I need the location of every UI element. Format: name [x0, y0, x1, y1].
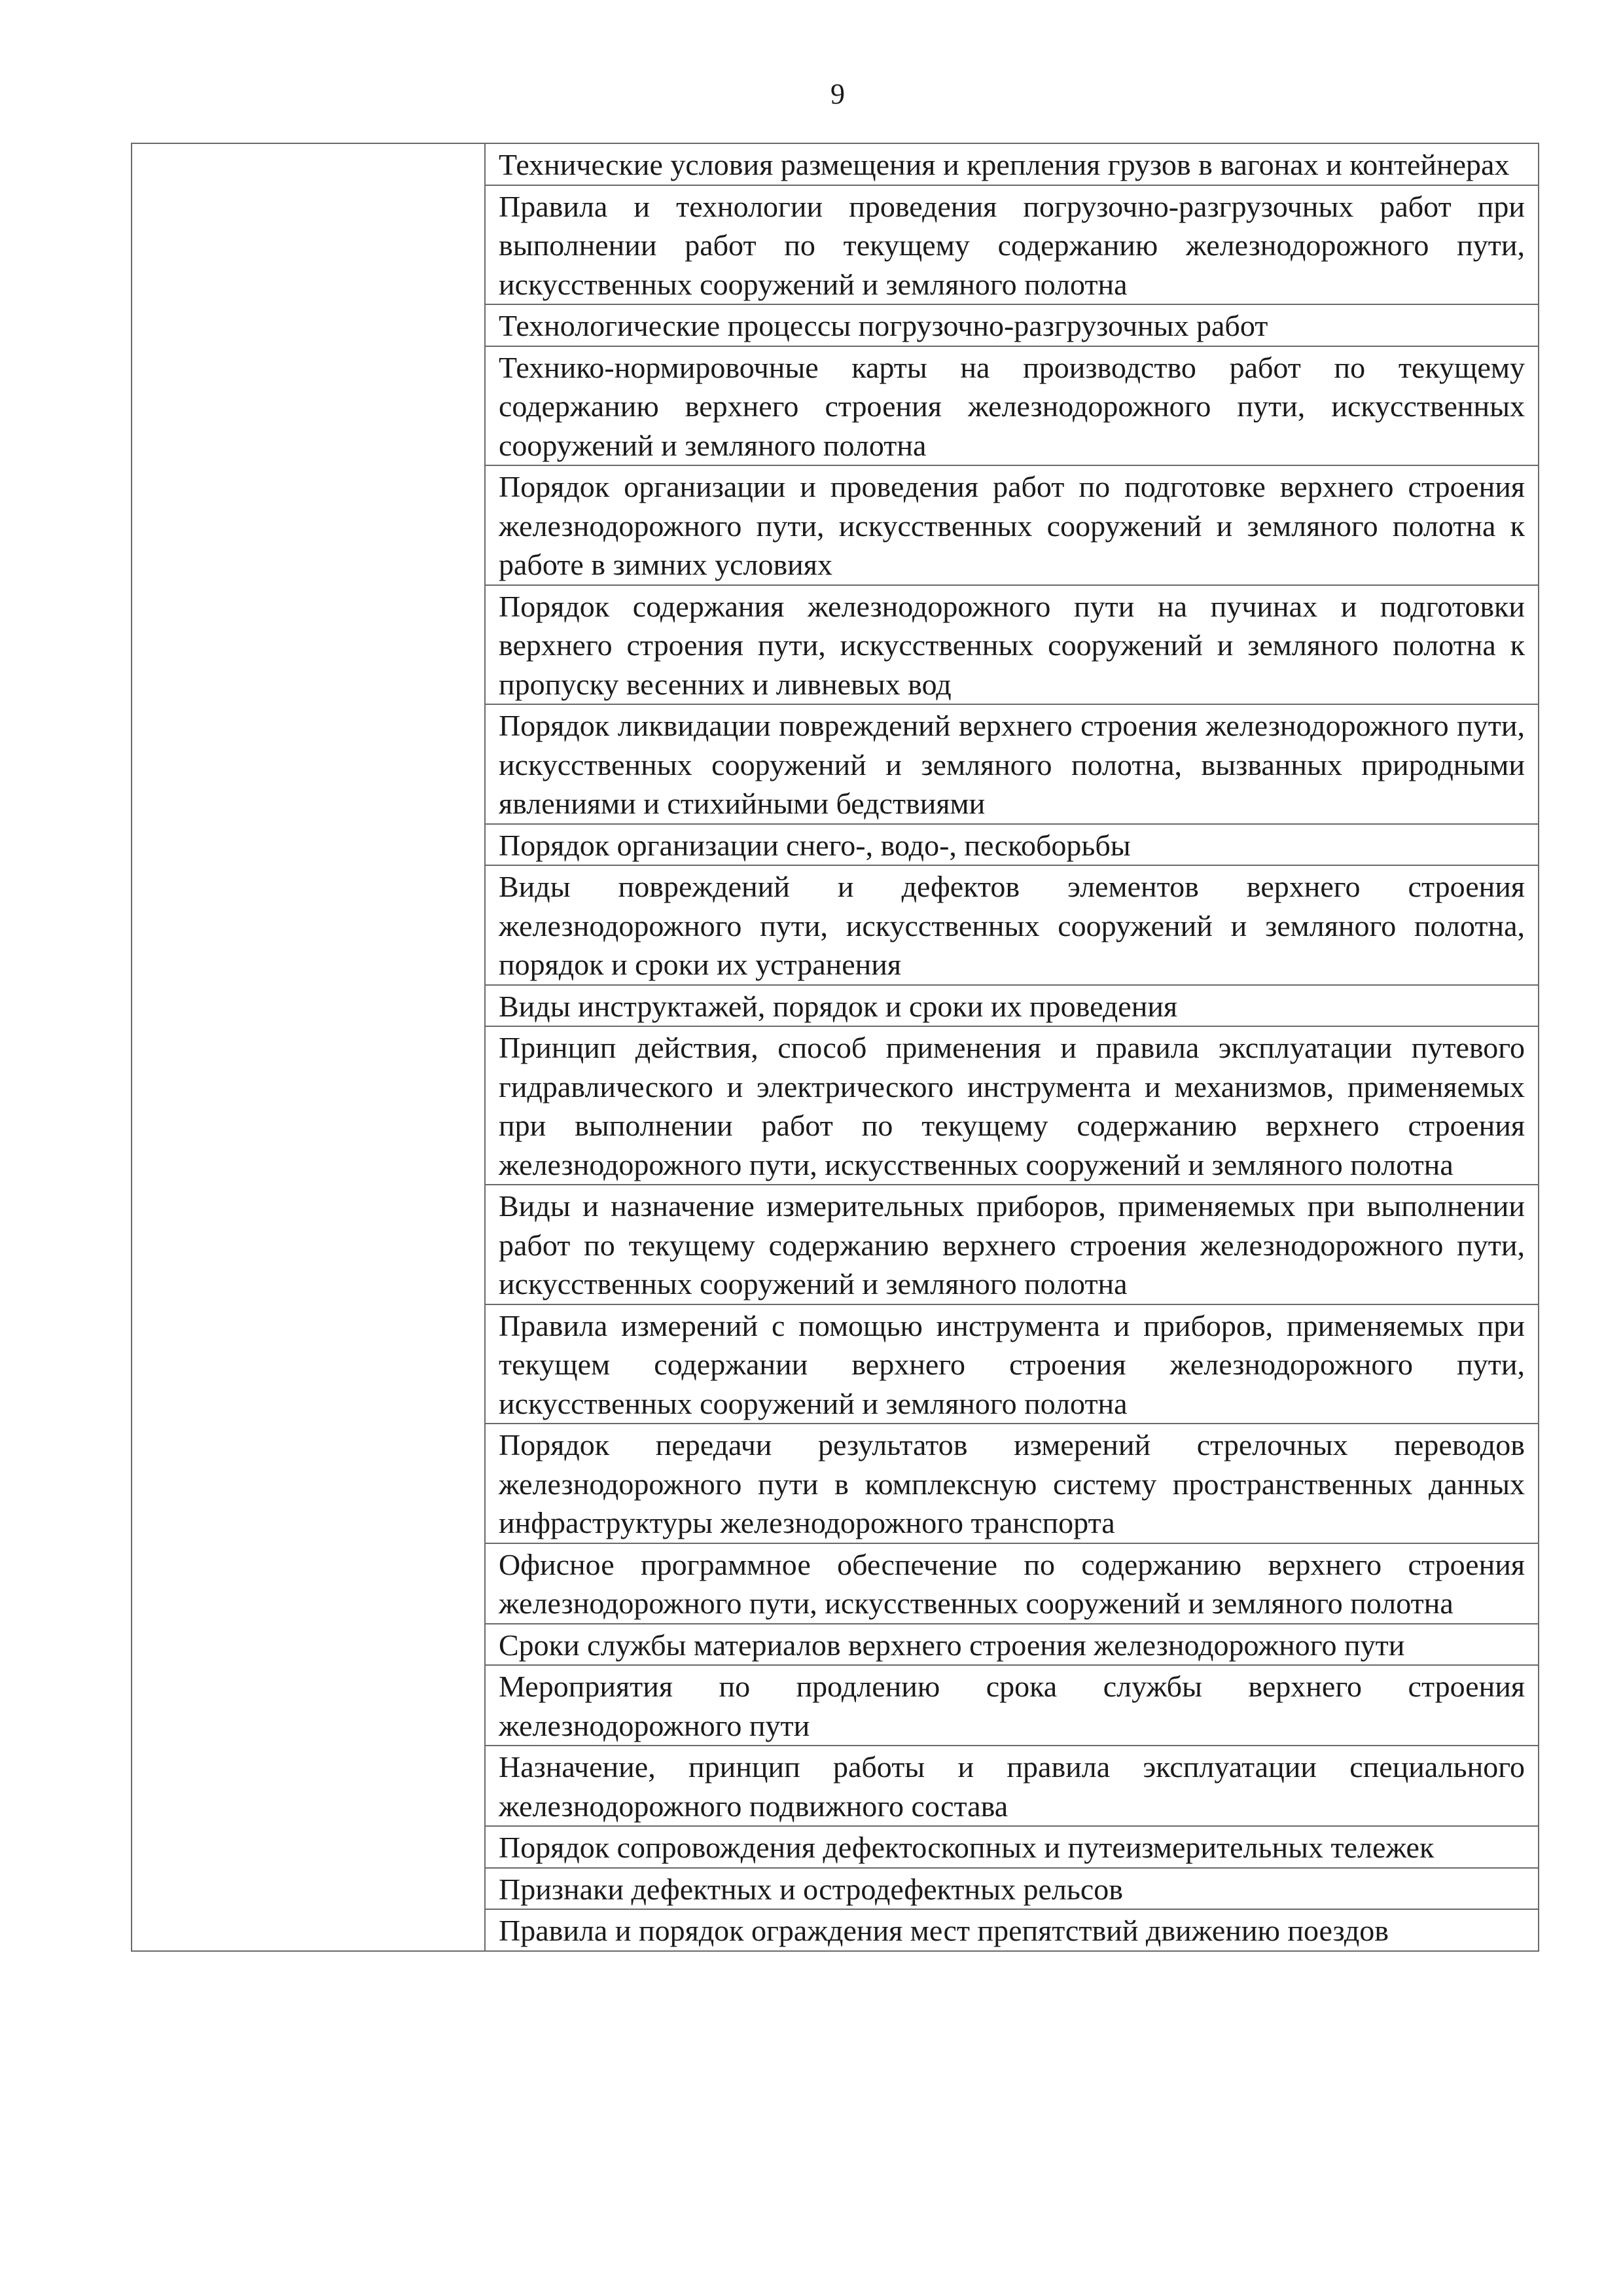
requirements-table — [131, 143, 1539, 1952]
table-cell: Виды инструктажей, порядок и сроки их проведения — [485, 985, 1539, 1027]
table-cell: Порядок сопровождения дефектоскопных и путеизмерительных тележек — [485, 1826, 1539, 1868]
table-row — [132, 143, 1539, 185]
table-cell: Технико-нормировочные карты на производство работ по текущему содержанию верхнего строения железнодорожного пути, искусственных сооружений и земляного полотна — [485, 346, 1539, 466]
table-cell: Порядок организации и проведения работ по подготовке верхнего строения железнодорожного пути, искусственных сооружений и земляного полотна к работе в зимних условиях — [485, 465, 1539, 585]
table-cell: Признаки дефектных и остродефектных рельсов — [485, 1868, 1539, 1910]
table-cell: Виды повреждений и дефектов элементов верхнего строения железнодорожного пути, искусственных сооружений и земляного полотна, порядок и сроки их устранения — [485, 865, 1539, 985]
page-number: 9 — [830, 78, 845, 110]
table-cell: Порядок содержания железнодорожного пути на пучинах и подготовки верхнего строения пути, искусственных сооружений и земляного полотна к пропуску весенних и ливневых вод — [485, 585, 1539, 705]
table-cell: Правила и технологии проведения погрузочно-разгрузочных работ при выполнении работ по текущему содержанию железнодорожного пути, искусственных сооружений и земляного полотна — [485, 185, 1539, 305]
table-cell: Порядок ликвидации повреждений верхнего строения железнодорожного пути, искусственных сооружений и земляного полотна, вызванных природными явлениями и стихийными бедствиями — [485, 704, 1539, 824]
table-cell: Офисное программное обеспечение по содержанию верхнего строения железнодорожного пути, искусственных сооружений и земляного полотна — [485, 1543, 1539, 1624]
table-cell: Мероприятия по продлению срока службы верхнего строения железнодорожного пути — [485, 1665, 1539, 1746]
left-column-cell — [132, 143, 485, 1951]
table-cell: Назначение, принцип работы и правила эксплуатации специального железнодорожного подвижного состава — [485, 1746, 1539, 1826]
table-cell: Правила измерений с помощью инструмента и приборов, применяемых при текущем содержании верхнего строения железнодорожного пути, искусственных сооружений и земляного полотна — [485, 1304, 1539, 1424]
table-cell: Сроки службы материалов верхнего строения железнодорожного пути — [485, 1624, 1539, 1666]
table-cell: Принцип действия, способ применения и правила эксплуатации путевого гидравлического и электрического инструмента и механизмов, применяемых при выполнении работ по текущему содержанию верхнего строения железнодорожного пути, искусственных сооружений и земляного полотна — [485, 1026, 1539, 1185]
table-cell: Технические условия размещения и крепления грузов в вагонах и контейнерах — [485, 143, 1539, 185]
table-cell: Правила и порядок ограждения мест препятствий движению поездов — [485, 1909, 1539, 1951]
table-cell: Порядок организации снего-, водо-, пескоборьбы — [485, 824, 1539, 866]
table-cell: Порядок передачи результатов измерений стрелочных переводов железнодорожного пути в комплексную систему пространственных данных инфраструктуры железнодорожного транспорта — [485, 1424, 1539, 1543]
table-cell: Технологические процессы погрузочно-разгрузочных работ — [485, 304, 1539, 346]
table-cell: Виды и назначение измерительных приборов, применяемых при выполнении работ по текущему содержанию верхнего строения железнодорожного пути, искусственных сооружений и земляного полотна — [485, 1185, 1539, 1304]
